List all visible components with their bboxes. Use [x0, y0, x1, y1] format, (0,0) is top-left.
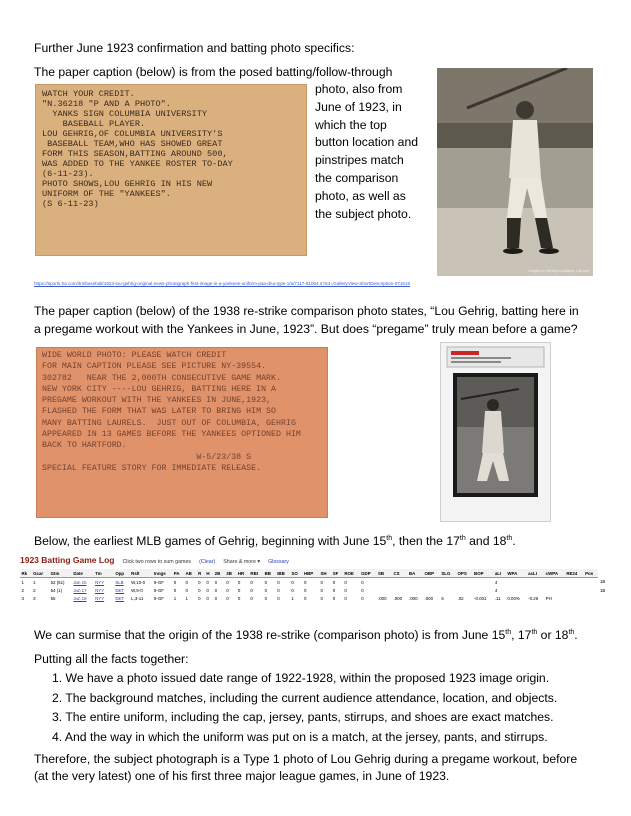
table-cell: 4 — [494, 587, 498, 593]
share-more-menu[interactable]: Share & more ▾ — [223, 559, 261, 565]
table-header-row — [20, 569, 610, 578]
column-header[interactable]: AB — [184, 569, 197, 578]
table-cell: 0 — [332, 595, 336, 601]
table-cell: .000 — [393, 595, 403, 601]
column-header[interactable]: Tm — [94, 569, 110, 578]
table-row[interactable] — [20, 586, 610, 594]
table-cell — [565, 586, 584, 594]
table-cell — [440, 586, 456, 594]
list-item: 3. The entire uniform, including the cap, jersey, pants, stirrups, and shoes are exact matches. — [52, 710, 554, 724]
table-cell: 9-GF — [153, 595, 164, 601]
slab-illustration — [441, 343, 550, 521]
table-cell — [584, 578, 599, 587]
table-cell: 1B — [599, 579, 606, 585]
table-cell: 0 — [185, 587, 188, 593]
photo-credit: Images by Heritage Auctions, HA.com — [528, 269, 589, 273]
table-cell: 0 — [277, 587, 280, 593]
table-cell: 0 — [361, 579, 364, 585]
table-cell: 0 — [198, 595, 201, 601]
column-header[interactable]: Rk — [20, 569, 32, 578]
right-line: photo, as well as — [315, 188, 406, 203]
text-span: Below, the earliest MLB games of Gehrig, beginning with June 15 — [34, 534, 387, 549]
superscript: th — [506, 535, 513, 542]
table-cell: 0 — [250, 595, 253, 601]
list-item: 1. We have a photo issued date range of 1922-1928, within the proposed 1923 image origin. — [52, 671, 550, 685]
text-span: , 17 — [511, 628, 532, 643]
table-cell: 0 — [303, 587, 307, 593]
column-header[interactable]: BA — [408, 569, 424, 578]
column-header[interactable]: SLG — [440, 569, 456, 578]
table-cell — [423, 586, 440, 594]
table-cell — [565, 578, 584, 587]
table-cell: .000 — [377, 595, 387, 601]
source-link[interactable]: https://sports.ha.com/itm/baseball/1923-lou-gehrig-original-news-photograph-first-image-in-a-yankees-uniform-psa-dna-type-1/a/7117-81004.s?ic4=GalleryView-ShortDescription-071515 — [34, 281, 411, 286]
text-span: . — [512, 534, 516, 549]
facts-list — [52, 669, 557, 747]
batter-figure-illustration — [437, 68, 593, 276]
superscript: th — [386, 535, 393, 542]
right-line: button location and — [315, 135, 418, 150]
column-header[interactable]: cWPA — [544, 569, 565, 578]
clip-line: WAS ADDED TO THE YANKEE ROSTER TO-DAY — [42, 159, 233, 169]
table-cell: 0 — [344, 579, 347, 585]
text-span: We can surmise that the origin of the 1938 re-strike (comparison photo) is from June 15 — [34, 628, 506, 643]
table-cell — [544, 586, 565, 594]
column-header[interactable]: Pos — [584, 569, 599, 578]
column-header[interactable]: HR — [236, 569, 249, 578]
right-line: June of 1923, in — [315, 99, 402, 114]
clip-line: UNIFORM OF THE "YANKEES". — [42, 189, 171, 199]
clip-line: WIDE WORLD PHOTO: PLEASE WATCH CREDIT — [42, 351, 227, 360]
table-cell: 0 — [320, 579, 323, 585]
table-cell: 0 — [303, 595, 307, 601]
column-header[interactable]: SB — [376, 569, 392, 578]
table-cell: 0 — [214, 587, 218, 593]
table-cell: 0 — [332, 587, 336, 593]
column-header[interactable]: OPS — [456, 569, 473, 578]
clip-line: SPECIAL FEATURE STORY FOR IMMEDIATE RELEASE. — [42, 463, 262, 473]
clip-line: BACK TO HARTFORD. — [42, 441, 127, 451]
text-span: or 18 — [537, 628, 569, 643]
table-cell: 0 — [320, 587, 323, 593]
column-header[interactable]: HBP — [302, 569, 319, 578]
table-cell: 0 — [173, 587, 177, 593]
table-cell[interactable]: Jun 18 — [73, 595, 87, 601]
table-cell[interactable]: NYY — [95, 579, 105, 585]
table-cell[interactable]: NYY — [95, 595, 105, 601]
table-cell: 2 — [21, 587, 24, 593]
column-header[interactable]: Inngs — [152, 569, 172, 578]
table-cell: 0 — [237, 595, 241, 601]
table-cell: 9-GF — [153, 587, 164, 593]
right-line: pinstripes match — [315, 153, 404, 168]
table-cell: 0 — [320, 595, 323, 601]
table-cell: 54 (1) — [50, 587, 63, 593]
clip-line: PREGAME WORKOUT WITH THE YANKEES IN JUNE,1923, — [42, 396, 272, 406]
table-cell: 6 — [441, 595, 444, 601]
paragraph-conclusion: Therefore, the subject photograph is a Type 1 photo of Lou Gehrig during a pregame workout, before — [34, 752, 578, 766]
game-log-table — [20, 569, 610, 602]
table-cell: 2 — [33, 587, 36, 593]
clip-line: WATCH YOUR CREDIT. — [42, 89, 135, 99]
table-cell: 0 — [214, 579, 218, 585]
clip-line: MANY BATTING LAURELS. JUST OUT OF COLUMBIA, GEHRIG — [42, 418, 296, 428]
table-cell: 0 — [226, 579, 229, 585]
table-cell — [473, 578, 494, 587]
table-cell: 0 — [264, 587, 268, 593]
clip-line: LOU GEHRIG,OF COLUMBIA UNIVERSITY'S — [42, 129, 223, 139]
table-cell: 9-GF — [153, 579, 164, 585]
table-cell: 0 — [206, 595, 209, 601]
clip-line: BASEBALL TEAM,WHO HAS SHOWED GREAT — [42, 139, 223, 149]
column-header[interactable]: Opp — [114, 569, 130, 578]
table-cell — [527, 578, 545, 587]
table-cell — [456, 578, 473, 587]
table-cell[interactable]: Jun 15 — [73, 579, 87, 585]
table-cell: 0 — [344, 587, 347, 593]
paragraph-1938-caption: The paper caption (below) of the 1938 re-strike comparison photo states, “Lou Gehrig, batting here in — [34, 304, 579, 318]
table-cell: 3 — [33, 595, 36, 601]
table-cell: 52 (51) — [50, 579, 65, 585]
column-header[interactable]: SO — [290, 569, 303, 578]
table-cell — [392, 586, 408, 594]
clip-line: 302782 NEAR THE 2,000TH CONSECUTIVE GAME MARK. — [42, 373, 281, 383]
table-cell — [527, 586, 545, 594]
table-cell: L,3-11 — [131, 595, 144, 601]
column-header[interactable]: aLI — [493, 569, 506, 578]
clip-line: FLASHED THE FORM THAT WAS LATER TO BRING HIM SO — [42, 407, 277, 417]
column-header[interactable]: BOP — [473, 569, 494, 578]
game-log-title: 1923 Batting Game Log — [20, 555, 115, 565]
table-cell — [408, 586, 424, 594]
table-cell: 1B — [599, 587, 606, 593]
column-header[interactable]: RBI — [249, 569, 263, 578]
column-header[interactable]: ROE — [343, 569, 360, 578]
table-cell: 0 — [291, 579, 294, 585]
clip-line: W-5/23/38 S — [42, 452, 252, 462]
table-cell: 0 — [291, 587, 294, 593]
table-cell: 1 — [21, 579, 24, 585]
game-log-hint: Click two rows to sum games — [122, 559, 192, 565]
right-line: which the top — [315, 117, 387, 132]
column-header[interactable]: Date — [72, 569, 94, 578]
table-cell: 0 — [277, 579, 280, 585]
table-cell: 55 — [50, 595, 56, 601]
table-cell: .11 — [494, 595, 501, 601]
table-cell: 0 — [277, 595, 280, 601]
gehrig-batting-photo-1923 — [437, 68, 593, 276]
column-header[interactable]: CS — [392, 569, 408, 578]
paragraph-earliest-games — [34, 531, 516, 549]
table-cell: 0 — [173, 579, 177, 585]
column-header[interactable]: PA — [172, 569, 184, 578]
column-header[interactable]: 3B — [225, 569, 237, 578]
clear-link[interactable]: (Clear) — [199, 559, 216, 565]
clip-line: (6-11-23). — [42, 169, 94, 179]
table-cell[interactable]: NYY — [95, 587, 105, 593]
table-cell[interactable]: SLB — [115, 579, 124, 585]
column-header[interactable]: 2B — [213, 569, 225, 578]
table-cell: 0 — [264, 579, 268, 585]
column-header[interactable]: Gtm — [49, 569, 72, 578]
column-header[interactable]: IBB — [276, 569, 290, 578]
column-header[interactable]: H — [205, 569, 213, 578]
clip-line: APPEARED IN 13 GAMES BEFORE THE YANKEES OPTIONED HIM — [42, 430, 301, 440]
clip-line: BASEBALL PLAYER. — [42, 119, 146, 129]
table-cell — [584, 586, 599, 594]
right-line: the subject photo. — [315, 206, 412, 221]
table-cell: 0 — [344, 595, 347, 601]
table-cell: 0 — [226, 587, 229, 593]
clip-line: FOR MAIN CAPTION PLEASE SEE PICTURE NY-39554. — [42, 362, 267, 372]
table-cell: 0 — [303, 579, 307, 585]
table-cell: 0.00% — [507, 595, 520, 601]
table-cell: 1 — [173, 595, 177, 601]
table-cell — [408, 578, 424, 587]
table-cell: 1 — [291, 595, 294, 601]
table-cell[interactable]: Jun 17 — [73, 587, 87, 593]
table-cell: 3 — [21, 595, 24, 601]
table-cell — [473, 586, 494, 594]
table-body — [20, 578, 610, 603]
column-header[interactable]: GDP — [360, 569, 377, 578]
column-header[interactable]: R — [197, 569, 205, 578]
clip-line: "N.36218 "P AND A PHOTO". — [42, 99, 171, 109]
table-cell: W,9-0 — [131, 587, 143, 593]
glossary-link[interactable]: Glossary — [268, 559, 289, 565]
table-cell — [506, 578, 527, 587]
table-cell: 0 — [361, 587, 364, 593]
table-cell: 4 — [494, 579, 498, 585]
newspaper-caption-clipping-1938 — [36, 347, 328, 518]
table-cell — [392, 578, 408, 587]
paragraph-caption-intro: The paper caption (below) is from the posed batting/follow-through — [34, 65, 393, 79]
table-cell: 1 — [33, 579, 36, 585]
table-cell — [376, 578, 392, 587]
clip-line: (S 6-11-23) — [42, 199, 99, 209]
right-line: the comparison — [315, 170, 399, 185]
column-header[interactable]: SH — [319, 569, 331, 578]
table-cell: 1 — [185, 595, 188, 601]
table-cell: 0 — [237, 579, 241, 585]
list-item: 2. The background matches, including the current audience attendance, location, and objects. — [52, 690, 558, 705]
table-cell — [376, 586, 392, 594]
column-header[interactable]: Gcar — [32, 569, 50, 578]
table-cell — [506, 586, 527, 594]
page-heading: Further June 1923 confirmation and batting photo specifics: — [34, 41, 355, 55]
table-row[interactable] — [20, 578, 610, 587]
paragraph-1938-caption-2: a pregame workout with the Yankees in June, 1923”. But does “pregame” truly mean before a game? — [34, 322, 578, 336]
table-cell — [456, 586, 473, 594]
table-cell: 0 — [332, 579, 336, 585]
right-line: photo, also from — [315, 82, 403, 96]
table-cell: 0 — [250, 587, 253, 593]
column-header[interactable]: WPA — [506, 569, 527, 578]
table-cell: 0 — [214, 595, 218, 601]
superscript: th — [531, 629, 538, 636]
text-span: . — [574, 628, 578, 643]
column-header[interactable]: BB — [263, 569, 276, 578]
table-cell[interactable]: DET — [115, 595, 125, 601]
list-item: 4. And the way in which the uniform was put on is a match, at the jersey, pants, and stirrups. — [52, 729, 548, 744]
text-span: and 18 — [465, 534, 507, 549]
superscript: th — [568, 629, 575, 636]
table-cell[interactable]: DET — [115, 587, 125, 593]
table-cell — [544, 578, 565, 587]
column-header[interactable]: RE24 — [565, 569, 584, 578]
table-cell: 0 — [237, 587, 241, 593]
text-span: , then the 17 — [392, 534, 460, 549]
paragraph-origin-surmise — [34, 625, 578, 643]
superscript: th — [505, 629, 512, 636]
clip-line: YANKS SIGN COLUMBIA UNIVERSITY — [42, 109, 208, 119]
batting-game-log — [20, 555, 610, 602]
clip-line: PHOTO SHOWS,LOU GEHRIG IN HIS NEW — [42, 179, 213, 189]
table-cell: 0 — [206, 587, 209, 593]
table-cell: .02 — [457, 595, 464, 601]
clip-line: NEW YORK CITY ----LOU GEHRIG, BATTING HERE IN A — [42, 384, 277, 394]
table-cell: -0.001 — [474, 595, 487, 601]
table-row[interactable] — [20, 594, 610, 602]
table-cell — [440, 578, 456, 587]
clip-line: FORM THIS SEASON,BATTING AROUND 500, — [42, 149, 228, 159]
table-cell: .000 — [409, 595, 418, 601]
table-cell: 0 — [361, 595, 364, 601]
table-cell: .000 — [424, 595, 434, 601]
superscript: th — [459, 535, 466, 542]
table-cell: 0 — [264, 595, 268, 601]
table-cell: -0.26 — [528, 595, 539, 601]
table-cell: PH — [545, 595, 552, 601]
table-cell: 0 — [250, 579, 253, 585]
table-cell: 0 — [185, 579, 188, 585]
paragraph-conclusion-2: (at the very latest) one of his first three major league games, in June of 1923. — [34, 769, 450, 783]
column-header[interactable]: SF — [331, 569, 343, 578]
column-header[interactable]: acLI — [527, 569, 545, 578]
table-cell: 0 — [226, 595, 229, 601]
table-cell: 0 — [198, 579, 201, 585]
paragraph-caption-right — [315, 81, 418, 223]
newspaper-caption-clipping-1923 — [35, 84, 307, 256]
table-cell: W,10-0 — [131, 579, 146, 585]
table-cell: 0 — [198, 587, 201, 593]
psa-slab-restrike-photo — [440, 342, 551, 522]
table-cell — [423, 578, 440, 587]
column-header[interactable]: OBP — [423, 569, 440, 578]
table-cell: 0 — [206, 579, 209, 585]
paragraph-facts-intro: Putting all the facts together: — [34, 652, 189, 666]
column-header[interactable]: Rslt — [130, 569, 153, 578]
